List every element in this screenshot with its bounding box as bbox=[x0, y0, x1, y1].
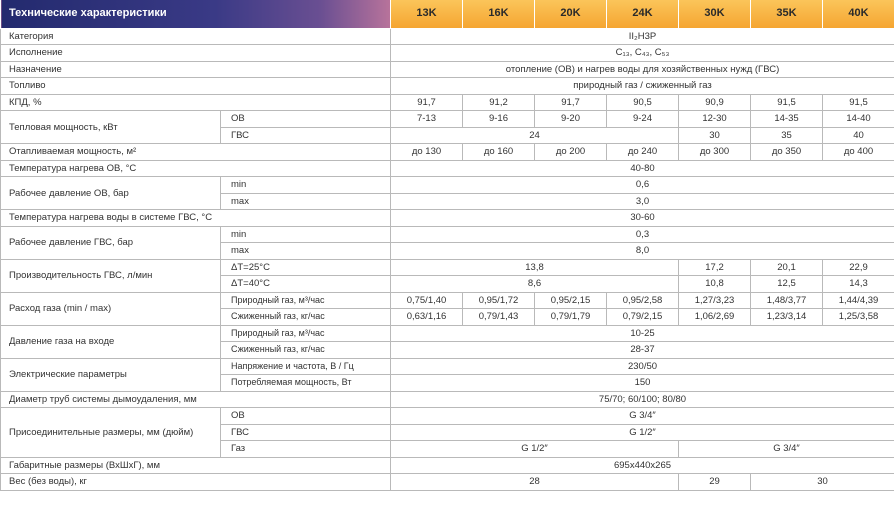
efficiency-cell: 90,5 bbox=[607, 94, 679, 111]
fuel-value: природный газ / сжиженный газ bbox=[391, 78, 894, 95]
row-label: Исполнение bbox=[1, 45, 391, 62]
capacity-dt25-cell: 17,2 bbox=[679, 259, 751, 276]
table-row bbox=[1, 144, 894, 161]
capacity-dt25-cell: 13,8 bbox=[391, 259, 679, 276]
sub-label: ГВС bbox=[221, 424, 391, 441]
row-label: Производительность ГВС, л/мин bbox=[1, 259, 221, 292]
thermal-ov-cell: 14-35 bbox=[751, 111, 823, 128]
model-16k-header: 16K bbox=[463, 0, 535, 28]
row-label: Отапливаемая мощность, м² bbox=[1, 144, 391, 161]
sub-label: Природный газ, м³/час bbox=[221, 325, 391, 342]
category-value: II₂H3P bbox=[391, 28, 894, 45]
efficiency-cell: 91,7 bbox=[391, 94, 463, 111]
connection-gas-value: G 1/2″ bbox=[391, 441, 679, 458]
thermal-gvs-cell: 35 bbox=[751, 127, 823, 144]
weight-cell: 29 bbox=[679, 474, 751, 491]
gvs-pressure-min: 0,3 bbox=[391, 226, 894, 243]
row-label: Габаритные размеры (ВхШхГ), мм bbox=[1, 457, 391, 474]
gas-lpg-cell: 0,63/1,16 bbox=[391, 309, 463, 326]
sub-label: Напряжение и частота, В / Гц bbox=[221, 358, 391, 375]
gas-natural-cell: 0,95/1,72 bbox=[463, 292, 535, 309]
table-row bbox=[1, 28, 894, 45]
sub-label: max bbox=[221, 243, 391, 260]
ov-pressure-max: 3,0 bbox=[391, 193, 894, 210]
sub-label: min bbox=[221, 226, 391, 243]
ov-temp-value: 40-80 bbox=[391, 160, 894, 177]
thermal-ov-cell: 7-13 bbox=[391, 111, 463, 128]
model-35k-header: 35K bbox=[751, 0, 823, 28]
gas-pressure-natural: 10-25 bbox=[391, 325, 894, 342]
capacity-dt40-cell: 10,8 bbox=[679, 276, 751, 293]
gas-lpg-cell: 1,23/3,14 bbox=[751, 309, 823, 326]
table-row bbox=[1, 226, 894, 243]
table-row bbox=[1, 391, 894, 408]
weight-cell: 30 bbox=[751, 474, 894, 491]
sub-label: Сжиженный газ, кг/час bbox=[221, 309, 391, 326]
area-cell: до 130 bbox=[391, 144, 463, 161]
table-row bbox=[1, 94, 894, 111]
capacity-dt25-cell: 20,1 bbox=[751, 259, 823, 276]
connection-gvs-value: G 1/2″ bbox=[391, 424, 894, 441]
row-label: Рабочее давление ГВС, бар bbox=[1, 226, 221, 259]
capacity-dt25-cell: 22,9 bbox=[823, 259, 894, 276]
model-40k-header: 40K bbox=[823, 0, 894, 28]
table-row bbox=[1, 358, 894, 375]
table-row bbox=[1, 408, 894, 425]
row-label: Тепловая мощность, кВт bbox=[1, 111, 221, 144]
gas-lpg-cell: 0,79/1,43 bbox=[463, 309, 535, 326]
efficiency-cell: 91,5 bbox=[751, 94, 823, 111]
table-row bbox=[1, 292, 894, 309]
row-label: Рабочее давление ОВ, бар bbox=[1, 177, 221, 210]
table-row bbox=[1, 45, 894, 62]
table-row bbox=[1, 78, 894, 95]
gvs-pressure-max: 8,0 bbox=[391, 243, 894, 260]
efficiency-cell: 90,9 bbox=[679, 94, 751, 111]
row-label: Давление газа на входе bbox=[1, 325, 221, 358]
gas-lpg-cell: 1,06/2,69 bbox=[679, 309, 751, 326]
capacity-dt40-cell: 14,3 bbox=[823, 276, 894, 293]
area-cell: до 400 bbox=[823, 144, 894, 161]
power-value: 150 bbox=[391, 375, 894, 392]
flue-value: 75/70; 60/100; 80/80 bbox=[391, 391, 894, 408]
ov-pressure-min: 0,6 bbox=[391, 177, 894, 194]
table-row bbox=[1, 457, 894, 474]
row-label: Категория bbox=[1, 28, 391, 45]
sub-label: ОВ bbox=[221, 111, 391, 128]
efficiency-cell: 91,5 bbox=[823, 94, 894, 111]
thermal-gvs-cell: 40 bbox=[823, 127, 894, 144]
purpose-value: отопление (ОВ) и нагрев воды для хозяйственных нужд (ГВС) bbox=[391, 61, 894, 78]
sub-label: Природный газ, м³/час bbox=[221, 292, 391, 309]
thermal-gvs-cell: 24 bbox=[391, 127, 679, 144]
sub-label: ОВ bbox=[221, 408, 391, 425]
row-label: Назначение bbox=[1, 61, 391, 78]
gas-lpg-cell: 0,79/2,15 bbox=[607, 309, 679, 326]
table-row bbox=[1, 210, 894, 227]
table-row bbox=[1, 111, 894, 128]
table-row bbox=[1, 160, 894, 177]
model-30k-header: 30K bbox=[679, 0, 751, 28]
sub-label: ΔT=25°C bbox=[221, 259, 391, 276]
sub-label: Газ bbox=[221, 441, 391, 458]
sub-label: Сжиженный газ, кг/час bbox=[221, 342, 391, 359]
row-label: Расход газа (min / max) bbox=[1, 292, 221, 325]
area-cell: до 240 bbox=[607, 144, 679, 161]
table-row bbox=[1, 177, 894, 194]
gas-pressure-lpg: 28-37 bbox=[391, 342, 894, 359]
sub-label: min bbox=[221, 177, 391, 194]
voltage-value: 230/50 bbox=[391, 358, 894, 375]
header-row bbox=[1, 0, 894, 28]
table-title: Технические характеристики bbox=[1, 0, 391, 28]
thermal-ov-cell: 9-24 bbox=[607, 111, 679, 128]
sub-label: Потребляемая мощность, Вт bbox=[221, 375, 391, 392]
dimensions-value: 695х440х265 bbox=[391, 457, 894, 474]
row-label: Диаметр труб системы дымоудаления, мм bbox=[1, 391, 391, 408]
area-cell: до 300 bbox=[679, 144, 751, 161]
weight-cell: 28 bbox=[391, 474, 679, 491]
row-label: КПД, % bbox=[1, 94, 391, 111]
connection-gas-value: G 3/4″ bbox=[679, 441, 894, 458]
model-24k-header: 24K bbox=[607, 0, 679, 28]
gas-natural-cell: 0,95/2,58 bbox=[607, 292, 679, 309]
capacity-dt40-cell: 8,6 bbox=[391, 276, 679, 293]
area-cell: до 200 bbox=[535, 144, 607, 161]
thermal-ov-cell: 9-16 bbox=[463, 111, 535, 128]
capacity-dt40-cell: 12,5 bbox=[751, 276, 823, 293]
table-row bbox=[1, 61, 894, 78]
row-label: Топливо bbox=[1, 78, 391, 95]
gas-natural-cell: 0,95/2,15 bbox=[535, 292, 607, 309]
gas-lpg-cell: 0,79/1,79 bbox=[535, 309, 607, 326]
gas-natural-cell: 1,27/3,23 bbox=[679, 292, 751, 309]
sub-label: ΔT=40°C bbox=[221, 276, 391, 293]
gas-lpg-cell: 1,25/3,58 bbox=[823, 309, 894, 326]
thermal-gvs-cell: 30 bbox=[679, 127, 751, 144]
gvs-temp-value: 30-60 bbox=[391, 210, 894, 227]
gas-natural-cell: 0,75/1,40 bbox=[391, 292, 463, 309]
efficiency-cell: 91,7 bbox=[535, 94, 607, 111]
row-label: Температура нагрева ОВ, °С bbox=[1, 160, 391, 177]
gas-natural-cell: 1,44/4,39 bbox=[823, 292, 894, 309]
table-row bbox=[1, 259, 894, 276]
row-label: Вес (без воды), кг bbox=[1, 474, 391, 491]
area-cell: до 160 bbox=[463, 144, 535, 161]
model-20k-header: 20K bbox=[535, 0, 607, 28]
row-label: Электрические параметры bbox=[1, 358, 221, 391]
thermal-ov-cell: 9-20 bbox=[535, 111, 607, 128]
execution-value: C₁₃, C₄₃, C₅₃ bbox=[391, 45, 894, 62]
thermal-ov-cell: 14-40 bbox=[823, 111, 894, 128]
table-row bbox=[1, 474, 894, 491]
gas-natural-cell: 1,48/3,77 bbox=[751, 292, 823, 309]
model-13k-header: 13K bbox=[391, 0, 463, 28]
connection-ov-value: G 3/4″ bbox=[391, 408, 894, 425]
row-label: Присоединительные размеры, мм (дюйм) bbox=[1, 408, 221, 458]
row-label: Температура нагрева воды в системе ГВС, °С bbox=[1, 210, 391, 227]
efficiency-cell: 91,2 bbox=[463, 94, 535, 111]
sub-label: max bbox=[221, 193, 391, 210]
area-cell: до 350 bbox=[751, 144, 823, 161]
table-row bbox=[1, 325, 894, 342]
thermal-ov-cell: 12-30 bbox=[679, 111, 751, 128]
sub-label: ГВС bbox=[221, 127, 391, 144]
